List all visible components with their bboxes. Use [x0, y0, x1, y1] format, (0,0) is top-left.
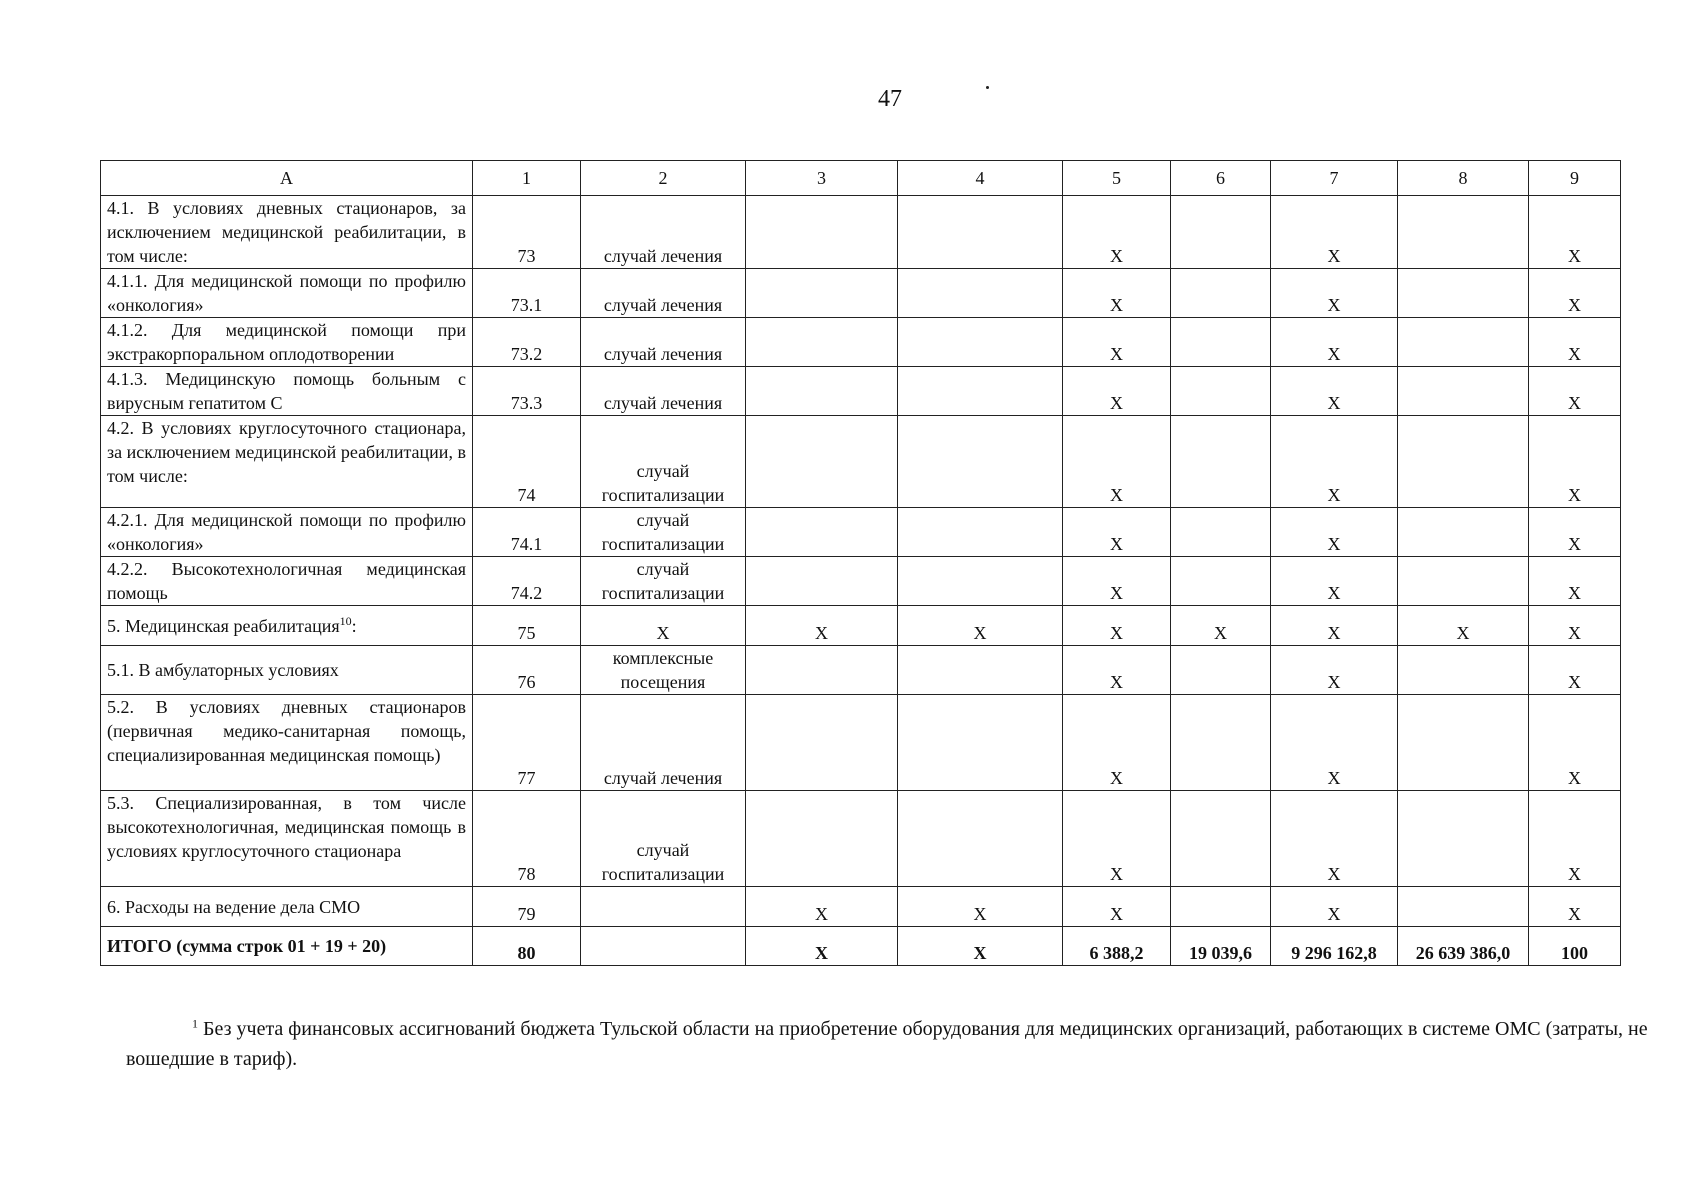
- table-row: [101, 791, 1621, 887]
- row-code: 74: [473, 416, 581, 508]
- header-cell-1: 1: [473, 161, 581, 196]
- cell-3: [746, 416, 898, 508]
- unit-cell: случай госпитализации: [581, 508, 746, 557]
- table-row: [101, 887, 1621, 927]
- page-number: 47: [878, 86, 902, 112]
- row-description: 4.1.3. Медицинскую помощь больным с вирусным гепатитом С: [101, 367, 473, 416]
- row-code: 76: [473, 646, 581, 695]
- row-description: 6. Расходы на ведение дела СМО: [101, 887, 473, 927]
- row-description: 4.2.2. Высокотехнологичная медицинская помощь: [101, 557, 473, 606]
- cell-7: X: [1271, 269, 1398, 318]
- header-cell-2: 2: [581, 161, 746, 196]
- unit-cell: случай лечения: [581, 269, 746, 318]
- cell-4: [898, 367, 1063, 416]
- cell-4: [898, 791, 1063, 887]
- cell-7: X: [1271, 606, 1398, 646]
- cell-6: [1171, 508, 1271, 557]
- table-row: [101, 416, 1621, 508]
- cell-6: [1171, 646, 1271, 695]
- row-description: 4.1.2. Для медицинской помощи при экстракорпоральном оплодотворении: [101, 318, 473, 367]
- table-row: [101, 695, 1621, 791]
- row-code: 74.2: [473, 557, 581, 606]
- cell-8: [1398, 318, 1529, 367]
- cell-7: X: [1271, 196, 1398, 269]
- table-row: [101, 646, 1621, 695]
- cell-3: [746, 367, 898, 416]
- cell-9: X: [1529, 269, 1621, 318]
- row-code: 73: [473, 196, 581, 269]
- cell-5: X: [1063, 196, 1171, 269]
- cell-9: X: [1529, 196, 1621, 269]
- row-code: 75: [473, 606, 581, 646]
- cell-6: [1171, 367, 1271, 416]
- unit-cell: случай госпитализации: [581, 557, 746, 606]
- cell-9: X: [1529, 508, 1621, 557]
- cell-5: X: [1063, 318, 1171, 367]
- cell-3: [746, 196, 898, 269]
- header-cell-a: А: [101, 161, 473, 196]
- row-description: 5.2. В условиях дневных стационаров (первичная медико-санитарная помощь, специализированная медицинская помощь): [101, 695, 473, 791]
- total-cell-7: 9 296 162,8: [1271, 927, 1398, 966]
- cell-9: X: [1529, 646, 1621, 695]
- cell-8: [1398, 196, 1529, 269]
- cell-5: X: [1063, 367, 1171, 416]
- unit-cell: случай лечения: [581, 695, 746, 791]
- row-description: 4.1. В условиях дневных стационаров, за исключением медицинской реабилитации, в том числе:: [101, 196, 473, 269]
- table-row: [101, 606, 1621, 646]
- footnote-text: Без учета финансовых ассигнований бюджета Тульской области на приобретение оборудования для медицинских организаций, работающих в системе ОМС (затраты, не вошедшие в тариф).: [126, 1018, 1648, 1070]
- footnote: [126, 1014, 1656, 1074]
- unit-cell: комплексные посещения: [581, 646, 746, 695]
- cell-6: [1171, 557, 1271, 606]
- cell-7: X: [1271, 508, 1398, 557]
- unit-cell: случай лечения: [581, 318, 746, 367]
- unit-cell: случай госпитализации: [581, 416, 746, 508]
- total-cell-3: X: [746, 927, 898, 966]
- cell-6: [1171, 416, 1271, 508]
- cell-9: X: [1529, 416, 1621, 508]
- cell-5: X: [1063, 557, 1171, 606]
- cell-5: X: [1063, 269, 1171, 318]
- cell-7: X: [1271, 318, 1398, 367]
- cell-6: [1171, 196, 1271, 269]
- cell-3: [746, 646, 898, 695]
- cell-8: [1398, 887, 1529, 927]
- cell-9: X: [1529, 557, 1621, 606]
- header-cell-8: 8: [1398, 161, 1529, 196]
- cell-4: [898, 646, 1063, 695]
- cell-9: X: [1529, 695, 1621, 791]
- header-cell-6: 6: [1171, 161, 1271, 196]
- cell-9: X: [1529, 606, 1621, 646]
- row-description: 5.3. Специализированная, в том числе высокотехнологичная, медицинская помощь в условиях круглосуточного стационара: [101, 791, 473, 887]
- cell-8: [1398, 367, 1529, 416]
- header-cell-7: 7: [1271, 161, 1398, 196]
- cell-7: X: [1271, 646, 1398, 695]
- unit-cell: X: [581, 606, 746, 646]
- cell-6: [1171, 791, 1271, 887]
- cell-4: [898, 557, 1063, 606]
- cell-5: X: [1063, 508, 1171, 557]
- row-code: 73.1: [473, 269, 581, 318]
- total-cell-8: 26 639 386,0: [1398, 927, 1529, 966]
- row-code: 79: [473, 887, 581, 927]
- header-cell-3: 3: [746, 161, 898, 196]
- cell-7: X: [1271, 887, 1398, 927]
- row-description: 5.1. В амбулаторных условиях: [101, 646, 473, 695]
- unit-cell: случай лечения: [581, 196, 746, 269]
- unit-cell: [581, 887, 746, 927]
- header-cell-4: 4: [898, 161, 1063, 196]
- total-cell-9: 100: [1529, 927, 1621, 966]
- cell-5: X: [1063, 646, 1171, 695]
- row-code: 77: [473, 695, 581, 791]
- cell-7: X: [1271, 367, 1398, 416]
- row-code: 74.1: [473, 508, 581, 557]
- cell-9: X: [1529, 887, 1621, 927]
- table-row: [101, 318, 1621, 367]
- cell-7: X: [1271, 557, 1398, 606]
- cell-4: [898, 318, 1063, 367]
- footnote-ref: 10: [339, 613, 352, 628]
- cell-3: [746, 318, 898, 367]
- row-code: 73.2: [473, 318, 581, 367]
- cell-4: [898, 196, 1063, 269]
- total-description: ИТОГО (сумма строк 01 + 19 + 20): [101, 927, 473, 966]
- row-code: 73.3: [473, 367, 581, 416]
- cell-3: [746, 508, 898, 557]
- cell-8: X: [1398, 606, 1529, 646]
- unit-cell: случай лечения: [581, 367, 746, 416]
- cell-3: [746, 269, 898, 318]
- header-cell-5: 5: [1063, 161, 1171, 196]
- row-code: 78: [473, 791, 581, 887]
- cell-3: [746, 791, 898, 887]
- cell-8: [1398, 508, 1529, 557]
- cell-4: [898, 416, 1063, 508]
- cell-5: X: [1063, 695, 1171, 791]
- cell-5: X: [1063, 791, 1171, 887]
- table-row: [101, 508, 1621, 557]
- cell-6: X: [1171, 606, 1271, 646]
- total-cell-4: X: [898, 927, 1063, 966]
- cell-8: [1398, 557, 1529, 606]
- cell-4: [898, 508, 1063, 557]
- cell-9: X: [1529, 318, 1621, 367]
- total-cell-5: 6 388,2: [1063, 927, 1171, 966]
- row-description-suffix: :: [351, 615, 357, 636]
- cell-8: [1398, 646, 1529, 695]
- total-code: 80: [473, 927, 581, 966]
- cell-4: [898, 695, 1063, 791]
- cell-3: X: [746, 606, 898, 646]
- table-row: [101, 557, 1621, 606]
- row-description-text: 5. Медицинская реабилитация: [107, 615, 340, 636]
- cell-8: [1398, 416, 1529, 508]
- cell-8: [1398, 269, 1529, 318]
- cell-7: X: [1271, 695, 1398, 791]
- table-row: [101, 269, 1621, 318]
- cell-3: [746, 695, 898, 791]
- cell-4: X: [898, 606, 1063, 646]
- cell-6: [1171, 887, 1271, 927]
- cell-3: X: [746, 887, 898, 927]
- cell-6: [1171, 269, 1271, 318]
- cell-5: X: [1063, 606, 1171, 646]
- cell-6: [1171, 318, 1271, 367]
- cell-6: [1171, 695, 1271, 791]
- row-description: [101, 606, 473, 646]
- row-description: 4.2. В условиях круглосуточного стационара, за исключением медицинской реабилитации, в том числе:: [101, 416, 473, 508]
- table-row: [101, 367, 1621, 416]
- data-table: [100, 160, 1621, 966]
- scan-speck: [986, 86, 989, 89]
- total-unit: [581, 927, 746, 966]
- footnote-marker: 1: [192, 1016, 198, 1031]
- cell-5: X: [1063, 416, 1171, 508]
- table-row: [101, 196, 1621, 269]
- total-row: [101, 927, 1621, 966]
- cell-7: X: [1271, 416, 1398, 508]
- unit-cell: случай госпитализации: [581, 791, 746, 887]
- cell-4: [898, 269, 1063, 318]
- cell-9: X: [1529, 367, 1621, 416]
- total-cell-6: 19 039,6: [1171, 927, 1271, 966]
- cell-9: X: [1529, 791, 1621, 887]
- header-row: [101, 161, 1621, 196]
- cell-7: X: [1271, 791, 1398, 887]
- row-description: 4.1.1. Для медицинской помощи по профилю «онкология»: [101, 269, 473, 318]
- cell-8: [1398, 791, 1529, 887]
- cell-4: X: [898, 887, 1063, 927]
- row-description: 4.2.1. Для медицинской помощи по профилю «онкология»: [101, 508, 473, 557]
- cell-8: [1398, 695, 1529, 791]
- cell-5: X: [1063, 887, 1171, 927]
- header-cell-9: 9: [1529, 161, 1621, 196]
- cell-3: [746, 557, 898, 606]
